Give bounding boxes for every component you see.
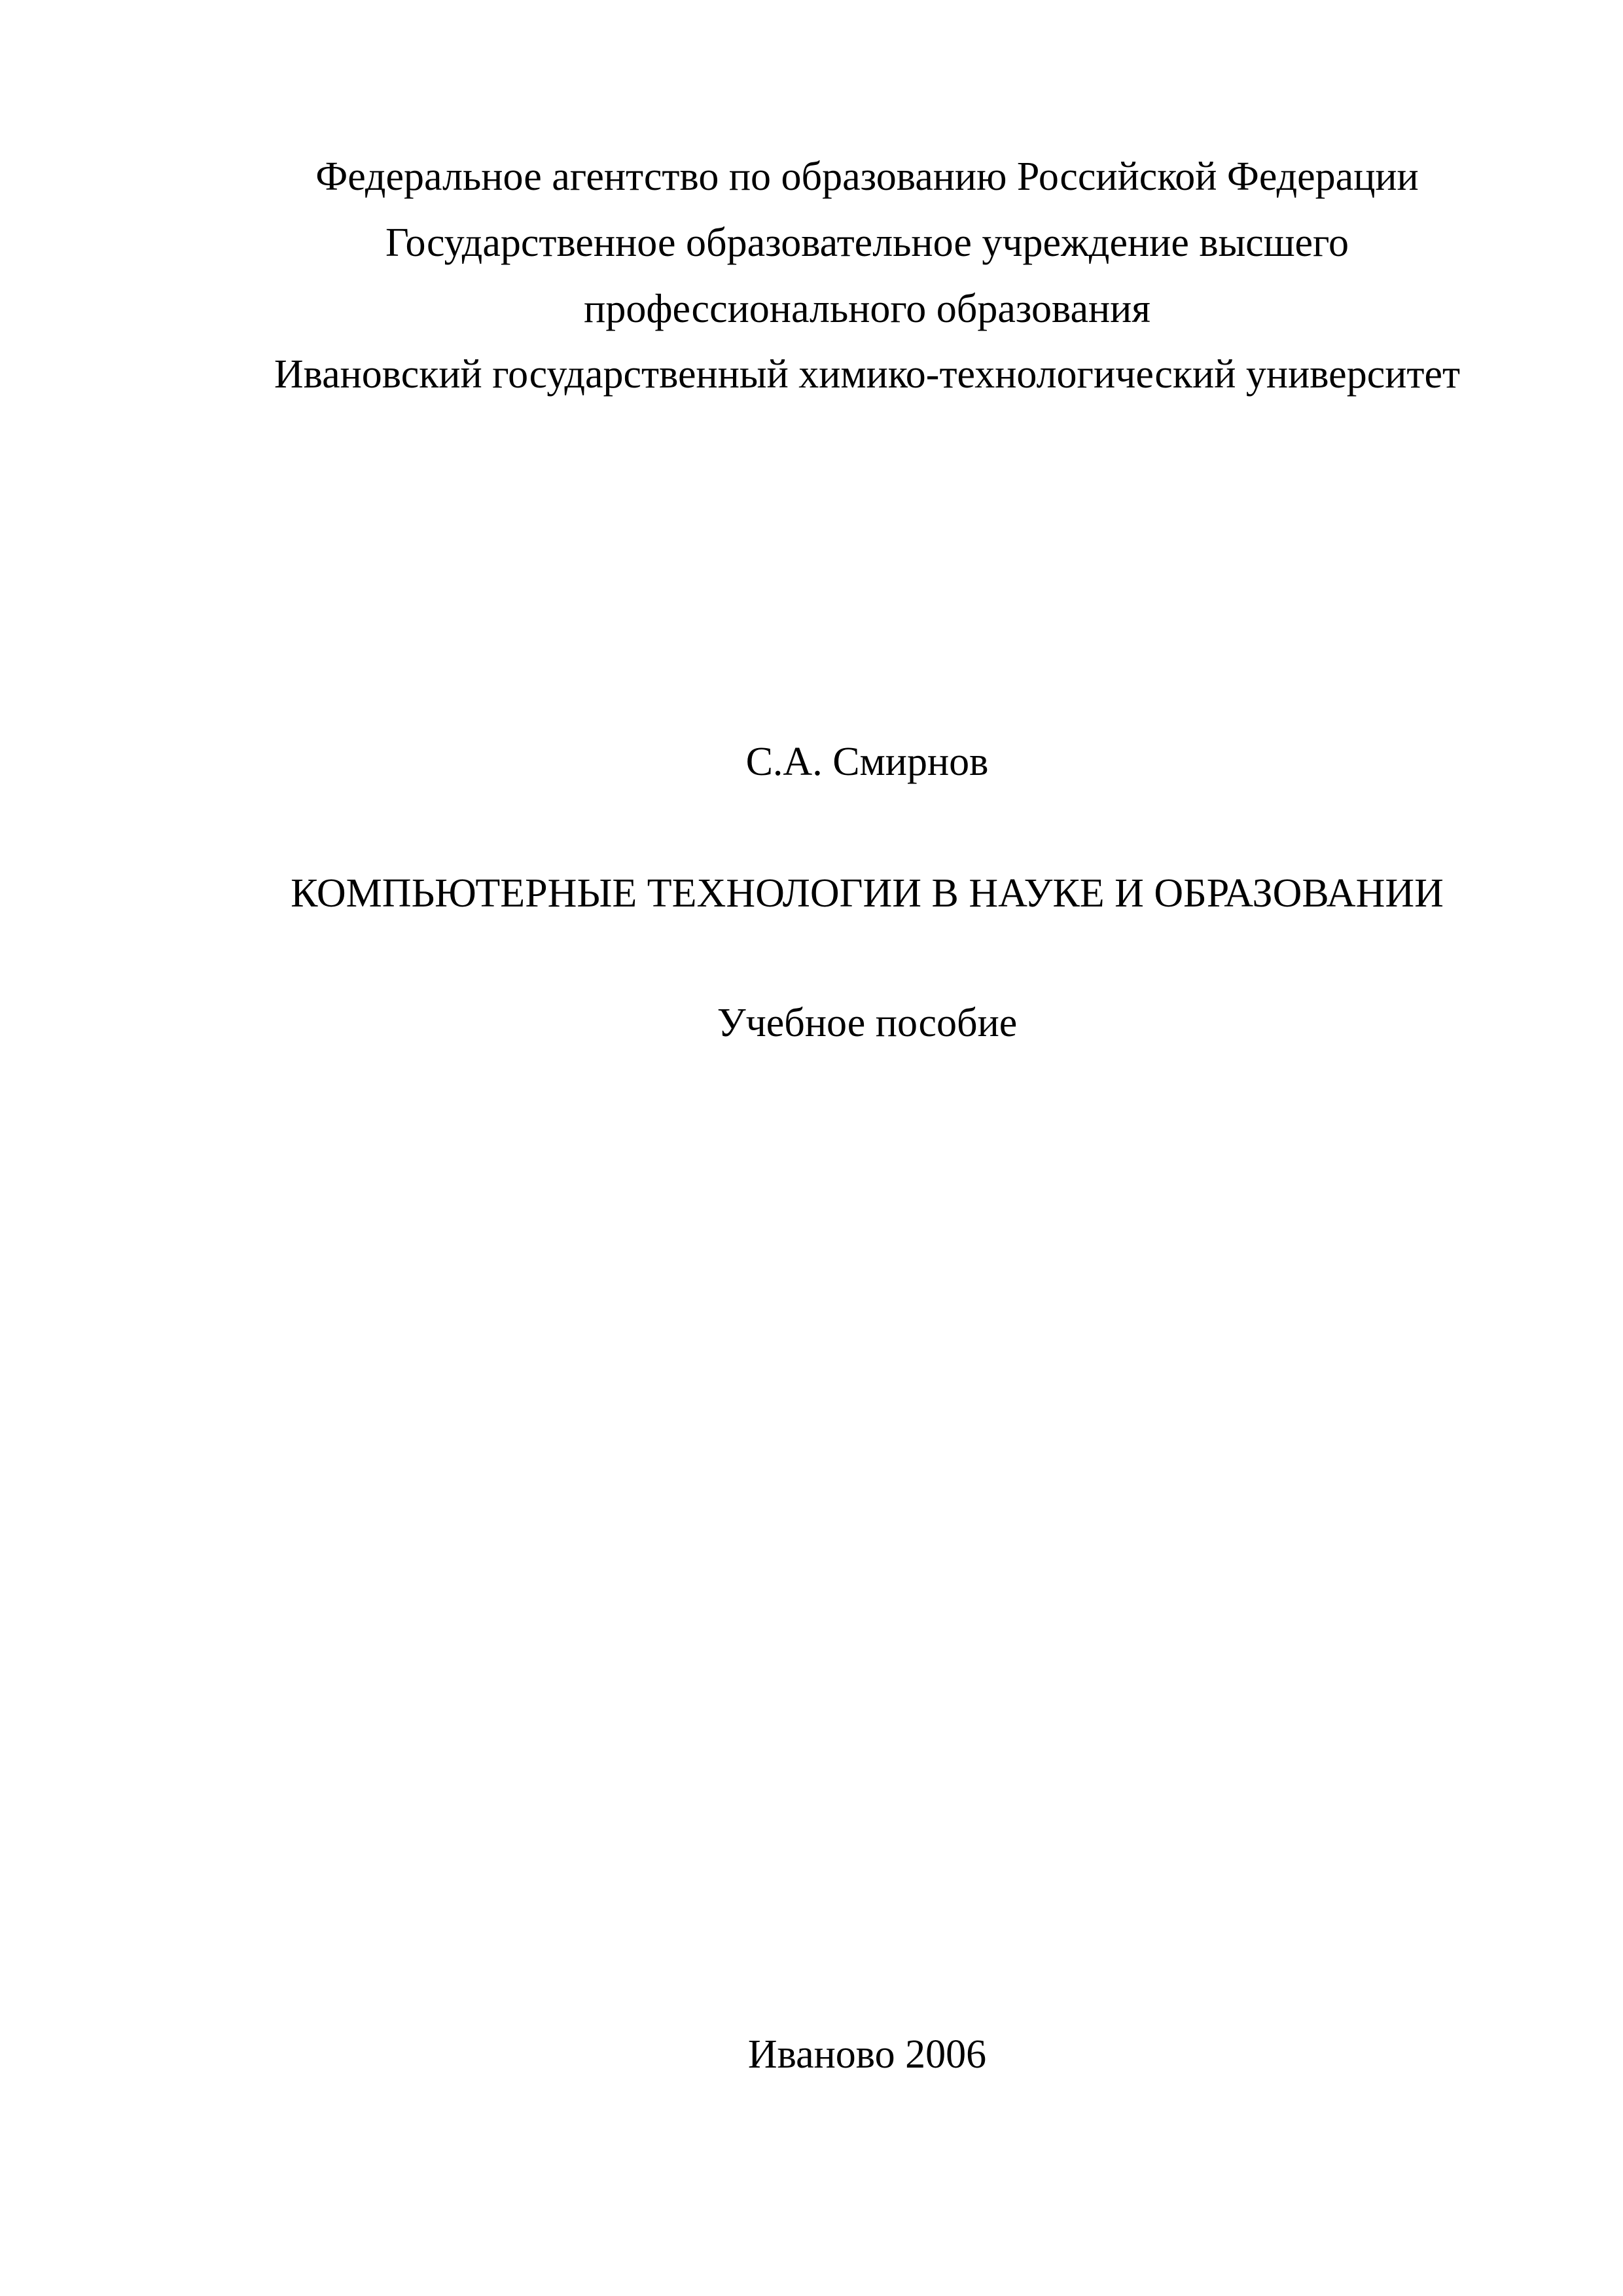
institution-type-line: Государственное образовательное учреждение высшего (385, 221, 1349, 265)
document-type: Учебное пособие (717, 1001, 1018, 1045)
institution-type-line-2: профессионального образования (584, 287, 1150, 331)
university-name: Ивановский государственный химико-технологический университет (274, 352, 1461, 397)
agency-name: Федеральное агентство по образованию Российской Федерации (315, 154, 1419, 199)
document-title: КОМПЬЮТЕРНЫЕ ТЕХНОЛОГИИ В НАУКЕ И ОБРАЗОВАНИИ (291, 871, 1444, 916)
author-name: С.А. Смирнов (745, 740, 989, 784)
place-and-year: Иваново 2006 (747, 2032, 987, 2077)
